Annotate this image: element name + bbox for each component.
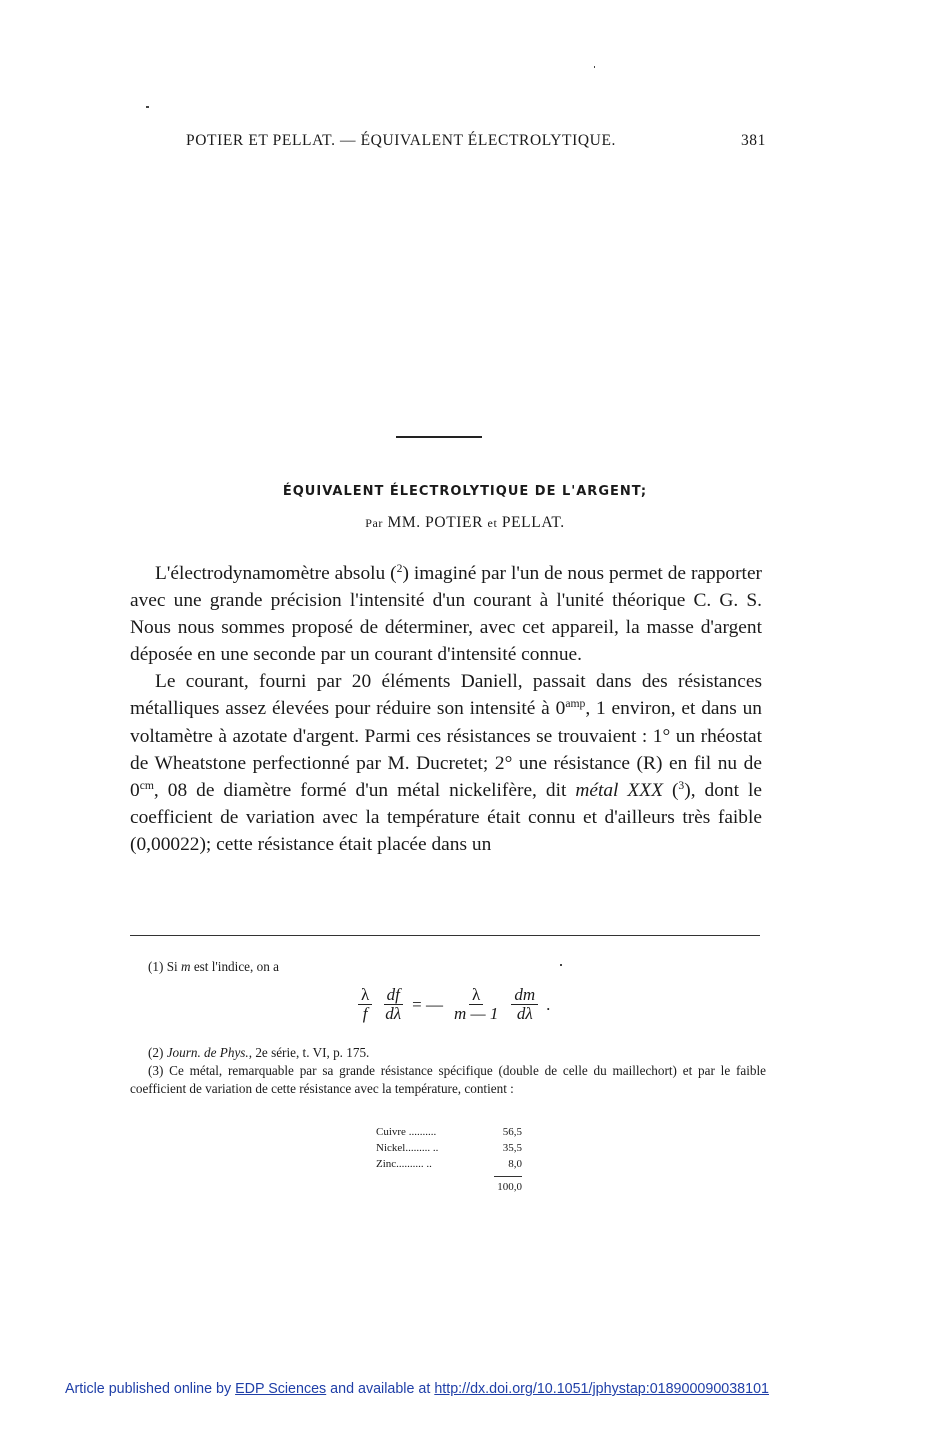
footnote-mark: (3) bbox=[148, 1063, 164, 1078]
doi-link[interactable]: http://dx.doi.org/10.1051/jphystap:018900090038101 bbox=[434, 1381, 769, 1397]
text-run: Ce métal, remarquable par sa grande résistance spécifique (double de celle du maillechort) et par le faible coefficient de variation de cette résistance avec la température, contient : bbox=[130, 1063, 766, 1096]
text-run: , 2e série, t. VI, p. 175. bbox=[248, 1045, 370, 1060]
composition-row-cuivre bbox=[376, 1124, 522, 1140]
footnote-ref-2: 2 bbox=[396, 562, 403, 576]
footnote-1 bbox=[148, 958, 279, 976]
metal-label: Nickel......... .. bbox=[376, 1142, 439, 1154]
metal-value: 35,5 bbox=[502, 1142, 522, 1154]
publisher-footer bbox=[65, 1381, 769, 1397]
total-rule bbox=[494, 1176, 522, 1177]
metal-value: 56,5 bbox=[502, 1126, 522, 1138]
formula-period: . bbox=[546, 994, 551, 1014]
text-run: L'électrodynamomètre absolu ( bbox=[155, 563, 397, 584]
metal-value: 8,0 bbox=[508, 1158, 522, 1170]
text-run: ), dont le coefficient de variation avec la température était connu et d'ailleurs très faible (0,00022); cette résistance était placée dans un bbox=[130, 779, 762, 855]
numerator: λ bbox=[358, 986, 372, 1005]
metal-name: métal XXX bbox=[575, 779, 663, 801]
footnote-rule bbox=[130, 935, 760, 936]
text-run: est l'indice, on a bbox=[190, 959, 279, 974]
article-title: ÉQUIVALENT ÉLECTROLYTIQUE DE L'ARGENT; bbox=[282, 484, 648, 499]
scan-speck bbox=[146, 106, 149, 108]
fraction-df-dlambda bbox=[382, 986, 404, 1023]
text-run: Le courant, fourni par 20 éléments Daniell, passait dans des résistances métalliques assez élevées pour réduire son intensité à 0 bbox=[130, 671, 762, 720]
text-run: , 1 environ, et dans un voltamètre à azotate d'argent. Parmi ces résistances se trouvaient : 1° un rhéostat de Wheatstone perfectionné par M. Ducretet; 2° une résistance (R) en fil nu de 0 bbox=[130, 698, 762, 801]
dispersion-formula bbox=[356, 986, 550, 1023]
numerator: dm bbox=[511, 986, 538, 1005]
fraction-lambda-over-f bbox=[358, 986, 372, 1023]
composition-row-zinc bbox=[376, 1156, 522, 1172]
footnote-mark: (1) bbox=[148, 959, 164, 974]
journal-name: Journ. de Phys. bbox=[166, 1045, 249, 1060]
alloy-composition-table bbox=[376, 1124, 522, 1195]
metal-label: Zinc.......... .. bbox=[376, 1158, 432, 1170]
composition-row-nickel bbox=[376, 1140, 522, 1156]
denominator: f bbox=[362, 1004, 368, 1023]
denominator: m — 1 bbox=[453, 1004, 499, 1023]
byline-names-2: PELLAT. bbox=[501, 514, 565, 531]
fraction-lambda-over-m-minus-1 bbox=[451, 986, 501, 1023]
running-title: POTIER ET PELLAT. — ÉQUIVALENT ÉLECTROLYTIQUE. bbox=[186, 132, 617, 149]
composition-total: 100,0 bbox=[497, 1181, 522, 1193]
paragraph-2 bbox=[130, 668, 762, 858]
numerator: λ bbox=[469, 986, 483, 1005]
byline bbox=[0, 514, 930, 532]
footnote-2 bbox=[148, 1044, 369, 1062]
denominator: dλ bbox=[385, 1004, 402, 1023]
footnote-mark: (2) bbox=[148, 1045, 164, 1060]
text-run: Si bbox=[163, 959, 181, 974]
footnote-ref-3: 3 bbox=[678, 778, 685, 792]
unit-cm: cm bbox=[139, 778, 154, 792]
footer-text: Article published online by bbox=[65, 1381, 236, 1397]
body-text bbox=[130, 560, 762, 858]
numerator: df bbox=[384, 986, 403, 1005]
byline-names-1: MM. POTIER bbox=[387, 514, 484, 531]
variable-m: m bbox=[180, 959, 191, 974]
paragraph-1 bbox=[130, 560, 762, 668]
running-header bbox=[186, 132, 766, 150]
byline-et: et bbox=[487, 516, 498, 530]
page-number: 381 bbox=[740, 132, 766, 149]
equals-minus: = — bbox=[412, 994, 443, 1014]
byline-par: Par bbox=[365, 516, 383, 530]
unit-amp: amp bbox=[565, 697, 586, 711]
text-run: , 08 de diamètre formé d'un métal nickelifère, dit bbox=[153, 779, 576, 801]
edp-sciences-link[interactable]: EDP Sciences bbox=[235, 1381, 327, 1397]
scan-speck bbox=[594, 66, 595, 68]
metal-label: Cuivre .......... bbox=[376, 1126, 437, 1138]
scan-speck bbox=[560, 964, 562, 966]
text-run: ) imaginé par l'un de nous permet de rapporter avec une grande précision l'intensité d'un courant à l'unité théorique C. G. S. Nous nous sommes proposé de déterminer, avec cet appareil, la masse d'argent déposée en une seconde par un courant d'intensité connue. bbox=[130, 563, 763, 666]
footer-text: and available at bbox=[326, 1381, 435, 1397]
title-separator-rule bbox=[396, 436, 482, 438]
fraction-dm-dlambda bbox=[511, 986, 538, 1023]
footnote-3 bbox=[130, 1062, 766, 1098]
text-run: ( bbox=[662, 779, 679, 801]
denominator: dλ bbox=[516, 1004, 533, 1023]
